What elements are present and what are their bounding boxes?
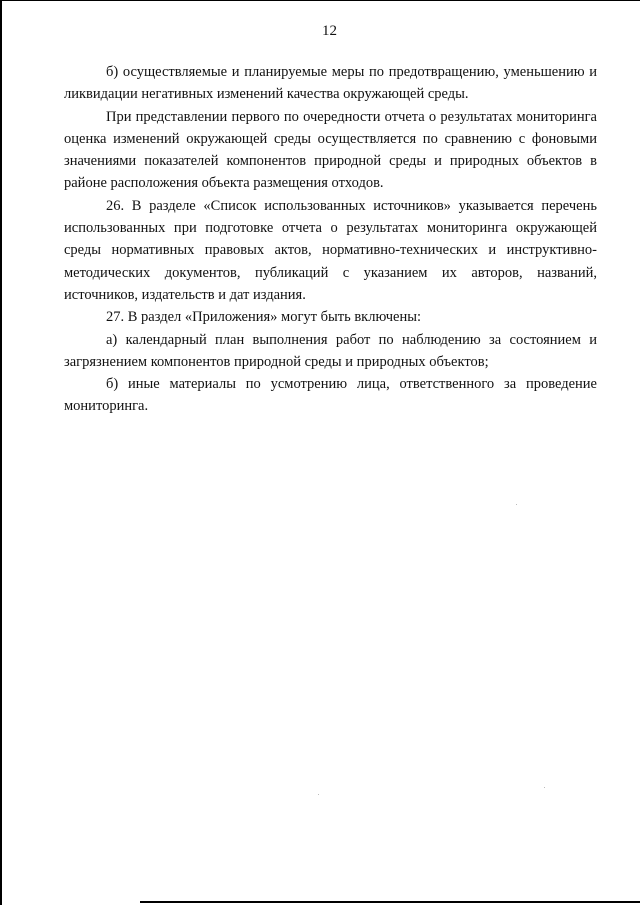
paragraph-26-sources: 26. В разделе «Список использованных источников» указывается перечень использованных при подготовке отчета о результатах мониторинга окружающей среды нормативных правовых актов, нормативно-технических и инструктивно-методических документов, публикаций с указанием их авторов, названий, источников, издательств и дат издания. bbox=[64, 197, 597, 303]
page-number: 12 bbox=[322, 23, 337, 39]
paragraph-first-report: При представлении первого по очередности отчета о результатах мониторинга оценка изменений окружающей среды осуществляется по сравнению с фоновыми значениями показателей компонентов природной среды и природных объектов в районе расположения объекта размещения отходов. bbox=[64, 108, 597, 192]
scan-speck bbox=[516, 504, 517, 505]
bottom-border-line bbox=[140, 901, 640, 903]
paragraph-27b-other-materials: б) иные материалы по усмотрению лица, ответственного за проведение мониторинга. bbox=[64, 376, 597, 415]
paragraph-27a-calendar-plan: а) календарный план выполнения работ по наблюдению за состоянием и загрязнением компонентов природной среды и природных объектов; bbox=[64, 331, 597, 370]
paragraph-measures: б) осуществляемые и планируемые меры по предотвращению, уменьшению и ликвидации негативных изменений качества окружающей среды. bbox=[64, 64, 597, 103]
document-body bbox=[64, 61, 597, 418]
scan-speck bbox=[544, 787, 545, 788]
scan-speck bbox=[318, 794, 319, 795]
paragraph-27-appendices: 27. В раздел «Приложения» могут быть включены: bbox=[106, 309, 421, 326]
